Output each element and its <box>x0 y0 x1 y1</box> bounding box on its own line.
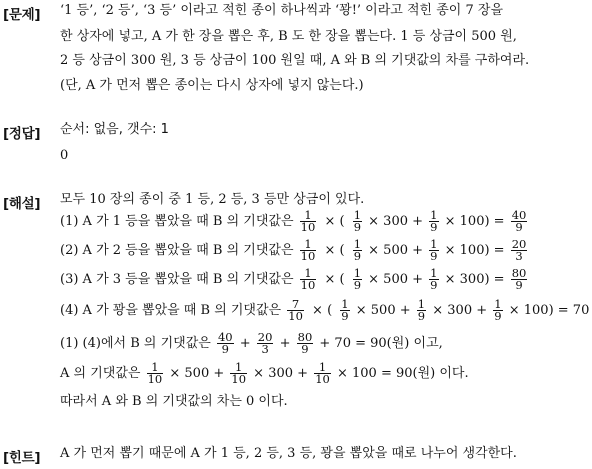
problem-line-4: (단, A 가 먼저 뽑은 종이는 다시 상자에 넣지 않는다.) <box>60 78 364 93</box>
case-2-line <box>60 239 529 262</box>
fraction: $\frac{80}{9}$ <box>297 330 313 356</box>
term: × 500 + <box>169 366 225 381</box>
term: × 100) = 70 <box>508 303 590 318</box>
term: × 300 + <box>432 303 488 318</box>
term: × 300 + <box>253 366 309 381</box>
fraction: $\frac{7}{10}$ <box>288 297 303 323</box>
conclusion: 따라서 A 와 B 의 기댓값의 차는 0 이다. <box>60 394 288 409</box>
hint-tag: [힌트] <box>3 450 41 466</box>
case-1-line <box>60 210 529 233</box>
fraction: $\frac{1}{9}$ <box>430 208 438 234</box>
times-paren: × ( <box>324 272 345 287</box>
term: × 100) = <box>444 243 505 258</box>
fraction: $\frac{1}{9}$ <box>341 297 349 323</box>
case-3-line <box>60 268 529 291</box>
plus: + <box>239 336 251 351</box>
answer-line-2: 0 <box>60 148 69 163</box>
fraction: $\frac{1}{9}$ <box>430 237 438 263</box>
sum-line <box>60 332 443 355</box>
fraction: $\frac{1}{9}$ <box>353 266 362 292</box>
times-paren: × ( <box>324 243 345 258</box>
sum-prefix: (1) (4)에서 B 의 기댓값은 <box>60 336 211 351</box>
problem-line-3: 2 등 상금이 300 원, 3 등 상금이 100 원일 때, A 와 B 의 기댓값의 차를 구하여라. <box>60 53 530 68</box>
fraction: $\frac{1}{10}$ <box>231 360 247 386</box>
problem-line-1: ‘1 등’, ‘2 등’, ‘3 등’ 이라고 적힌 종이 하나씩과 ‘꽝!’ 이라고 적힌 종이 7 장을 <box>60 3 504 18</box>
a-expectation-line <box>60 362 469 385</box>
fraction: $\frac{1}{9}$ <box>430 266 438 292</box>
case-2-prefix: (2) A 가 2 등을 뽑았을 때 B 의 기댓값은 <box>60 243 294 258</box>
fraction: $\frac{1}{9}$ <box>417 297 426 323</box>
fraction: $\frac{1}{10}$ <box>315 360 330 386</box>
fraction: $\frac{20}{3}$ <box>257 330 273 356</box>
a-prefix: A 의 기댓값은 <box>60 366 141 381</box>
fraction: $\frac{1}{10}$ <box>300 266 316 292</box>
a-suffix: × 100 = 90(원) 이다. <box>336 366 469 381</box>
result-fraction: $\frac{80}{9}$ <box>511 266 527 292</box>
answer-tag: [정답] <box>3 126 41 142</box>
term: × 500 + <box>368 272 424 287</box>
fraction: $\frac{1}{9}$ <box>494 297 502 323</box>
case-4-prefix: (4) A 가 꽝을 뽑았을 때 B 의 기댓값은 <box>60 303 282 318</box>
term: × 100) = <box>444 214 505 229</box>
times-paren: × ( <box>312 303 333 318</box>
hint-text: A 가 먼저 뽑기 때문에 A 가 1 등, 2 등, 3 등, 꽝을 뽑았을 때로 나누어 생각한다. <box>60 446 517 461</box>
result-fraction: $\frac{40}{9}$ <box>511 208 527 234</box>
case-4-line <box>60 299 589 322</box>
explanation-tag: [해설] <box>3 196 41 212</box>
plus: + <box>279 336 291 351</box>
term: × 500 + <box>355 303 411 318</box>
fraction: $\frac{40}{9}$ <box>217 330 233 356</box>
fraction: $\frac{1}{10}$ <box>147 360 163 386</box>
problem-tag: [문제] <box>3 7 41 23</box>
term: × 300) = <box>444 272 505 287</box>
fraction: $\frac{1}{10}$ <box>300 208 316 234</box>
sum-suffix: + 70 = 90(원) 이고, <box>319 336 443 351</box>
answer-line-1: 순서: 없음, 갯수: 1 <box>60 122 169 137</box>
term: × 500 + <box>368 243 424 258</box>
fraction: $\frac{1}{9}$ <box>353 237 362 263</box>
term: × 300 + <box>368 214 424 229</box>
fraction: $\frac{1}{9}$ <box>353 208 362 234</box>
result-fraction: $\frac{20}{3}$ <box>511 237 527 263</box>
case-1-prefix: (1) A 가 1 등을 뽑았을 때 B 의 기댓값은 <box>60 214 294 229</box>
times-paren: × ( <box>324 214 345 229</box>
explanation-intro: 모두 10 장의 종이 중 1 등, 2 등, 3 등만 상금이 있다. <box>60 192 365 207</box>
case-3-prefix: (3) A 가 3 등을 뽑았을 때 B 의 기댓값은 <box>60 272 294 287</box>
problem-line-2: 한 상자에 넣고, A 가 한 장을 뽑은 후, B 도 한 장을 뽑는다. 1 등 상금이 500 원, <box>60 29 517 44</box>
fraction: $\frac{1}{10}$ <box>300 237 316 263</box>
